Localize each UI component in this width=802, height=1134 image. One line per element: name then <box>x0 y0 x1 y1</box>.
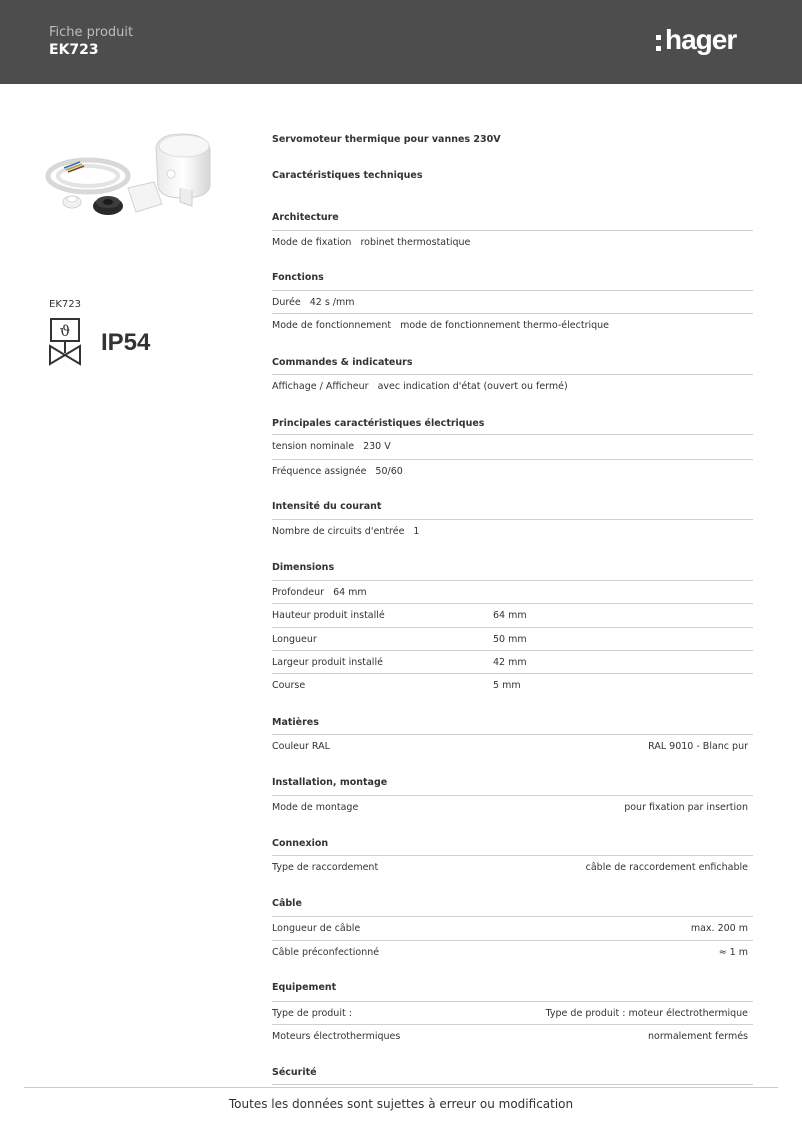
page-header <box>0 0 802 84</box>
spec-value: 42 s /mm <box>309 297 355 308</box>
spec-label: Mode de fonctionnement <box>272 320 392 331</box>
spec-value: 1 <box>413 526 420 537</box>
spec-label: Durée <box>272 297 301 308</box>
section-installation: Installation, montage <box>272 777 388 788</box>
spec-label: Câble préconfectionné <box>272 947 380 958</box>
valve-symbol: ϑ <box>59 322 71 340</box>
spec-row <box>272 230 753 253</box>
spec-label: Moteurs électrothermiques <box>272 1031 401 1042</box>
logo-dots-icon <box>656 35 661 51</box>
specs-title: Caractéristiques techniques <box>272 170 423 181</box>
section-intensite: Intensité du courant <box>272 501 382 512</box>
spec-label: Type de produit : <box>272 1008 352 1019</box>
spec-value: robinet thermostatique <box>360 237 471 248</box>
section-electriques: Principales caractéristiques électriques <box>272 418 485 429</box>
spec-label: Nombre de circuits d'entrée <box>272 526 405 537</box>
spec-label: Largeur produit installé <box>272 657 383 668</box>
logo-wordmark: hager <box>665 24 737 55</box>
spec-label: Couleur RAL <box>272 741 330 752</box>
spec-row <box>272 795 753 818</box>
spec-divider <box>272 1084 753 1085</box>
spec-label: Hauteur produit installé <box>272 610 385 621</box>
spec-row <box>272 290 753 313</box>
spec-value: 42 mm <box>493 657 527 668</box>
section-connexion: Connexion <box>272 838 329 849</box>
spec-value: Type de produit : moteur électrothermique <box>545 1008 748 1019</box>
spec-value: mode de fonctionnement thermo-électrique <box>400 320 610 331</box>
thermostatic-valve-icon <box>48 317 82 367</box>
spec-value: 230 V <box>363 441 391 452</box>
spec-row <box>272 916 753 939</box>
spec-label: Longueur de câble <box>272 923 361 934</box>
section-commandes: Commandes & indicateurs <box>272 357 413 368</box>
section-equipement: Equipement <box>272 982 337 993</box>
section-cable: Câble <box>272 898 302 909</box>
document-type: Fiche produit <box>49 25 134 40</box>
product-image <box>44 126 220 226</box>
spec-label: Affichage / Afficheur <box>272 381 369 392</box>
spec-row <box>272 1001 753 1024</box>
footer-divider <box>24 1087 778 1088</box>
section-fonctions: Fonctions <box>272 272 324 283</box>
spec-label: Type de raccordement <box>272 862 379 873</box>
spec-value: max. 200 m <box>690 923 748 934</box>
spec-value: 50 mm <box>493 634 527 645</box>
spec-label: Course <box>272 680 306 691</box>
hager-logo <box>656 22 736 58</box>
section-dimensions: Dimensions <box>272 562 335 573</box>
spec-label: tension nominale <box>272 441 355 452</box>
section-matieres: Matières <box>272 717 319 728</box>
spec-row <box>272 940 753 963</box>
spec-row <box>272 603 753 626</box>
spec-value: câble de raccordement enfichable <box>585 862 748 873</box>
spec-row <box>272 627 753 650</box>
spec-row <box>272 313 753 336</box>
spec-label: Mode de montage <box>272 802 359 813</box>
spec-label: Profondeur <box>272 587 325 598</box>
spec-label: Mode de fixation <box>272 237 352 248</box>
spec-row <box>272 374 753 397</box>
spec-row <box>272 650 753 673</box>
spec-row <box>272 673 753 696</box>
footer-disclaimer: Toutes les données sont sujettes à erreur ou modification <box>228 1097 574 1111</box>
spec-value: 64 mm <box>333 587 367 598</box>
document-reference: EK723 <box>49 42 99 58</box>
section-architecture: Architecture <box>272 212 339 223</box>
spec-value: ≈ 1 m <box>718 947 748 958</box>
spec-value: 50/60 <box>375 466 403 477</box>
spec-value: 5 mm <box>493 680 521 691</box>
side-reference: EK723 <box>49 299 81 310</box>
spec-row <box>272 580 753 603</box>
spec-value: normalement fermés <box>648 1031 748 1042</box>
product-title: Servomoteur thermique pour vannes 230V <box>272 134 501 145</box>
section-securite: Sécurité <box>272 1067 317 1078</box>
spec-row <box>272 1024 753 1047</box>
spec-label: Fréquence assignée <box>272 466 367 477</box>
spec-row <box>272 734 753 757</box>
spec-value: RAL 9010 - Blanc pur <box>648 741 748 752</box>
spec-row <box>272 519 753 542</box>
spec-value: avec indication d'état (ouvert ou fermé) <box>377 381 568 392</box>
spec-row <box>272 459 753 482</box>
ip-rating: IP54 <box>101 329 151 356</box>
spec-row <box>272 434 753 457</box>
spec-label: Longueur <box>272 634 317 645</box>
spec-value: 64 mm <box>493 610 527 621</box>
spec-row <box>272 855 753 878</box>
spec-value: pour fixation par insertion <box>624 802 748 813</box>
